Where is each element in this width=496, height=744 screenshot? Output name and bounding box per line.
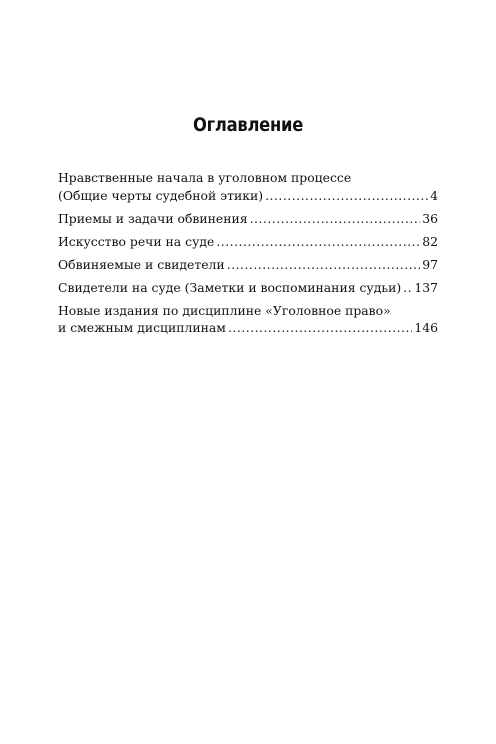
toc-entry[interactable] [58, 302, 438, 337]
toc-entry-title: (Общие черты судебной этики) [58, 187, 264, 203]
toc-entry-title: Нравственные начала в уголовном процессе [58, 170, 352, 185]
toc-entry-line [58, 233, 438, 251]
toc-entry[interactable] [58, 210, 438, 228]
toc-entry-title: Новые издания по дисциплине «Уголовное право» [58, 302, 391, 318]
toc-page-number: 36 [422, 210, 438, 226]
toc-entry-line [58, 256, 438, 274]
toc-list [58, 169, 438, 342]
dot-leader [403, 279, 412, 297]
toc-page-number: 146 [414, 320, 438, 335]
toc-title: Оглавление [192, 114, 304, 136]
toc-entry-title: Обвиняемые и свидетели [58, 256, 225, 272]
toc-entry-title: и смежным дисциплинам [58, 320, 226, 335]
dot-leader [227, 256, 421, 274]
toc-entry[interactable] [58, 256, 438, 274]
toc-entry[interactable] [58, 233, 438, 251]
toc-entry-title: Приемы и задачи обвинения [58, 210, 248, 226]
toc-entry[interactable] [58, 279, 438, 297]
dot-leader [228, 319, 412, 337]
toc-entry-line [58, 302, 438, 320]
toc-entry-line [58, 319, 438, 337]
toc-page-number: 82 [422, 233, 438, 249]
toc-entry-line [58, 279, 438, 297]
toc-page-number: 97 [422, 256, 438, 272]
toc-entry-title: Искусство речи на суде [58, 233, 215, 249]
toc-entry-title: Свидетели на суде (Заметки и воспоминания судьи) [58, 279, 402, 295]
dot-leader [265, 187, 428, 205]
toc-entry-line [58, 187, 438, 205]
toc-entry-line [58, 169, 438, 187]
toc-entry-line [58, 210, 438, 228]
toc-page-number: 137 [414, 279, 438, 295]
dot-leader [250, 210, 421, 228]
dot-leader [216, 233, 420, 251]
toc-page-number: 4 [430, 187, 438, 203]
toc-entry[interactable] [58, 169, 438, 204]
